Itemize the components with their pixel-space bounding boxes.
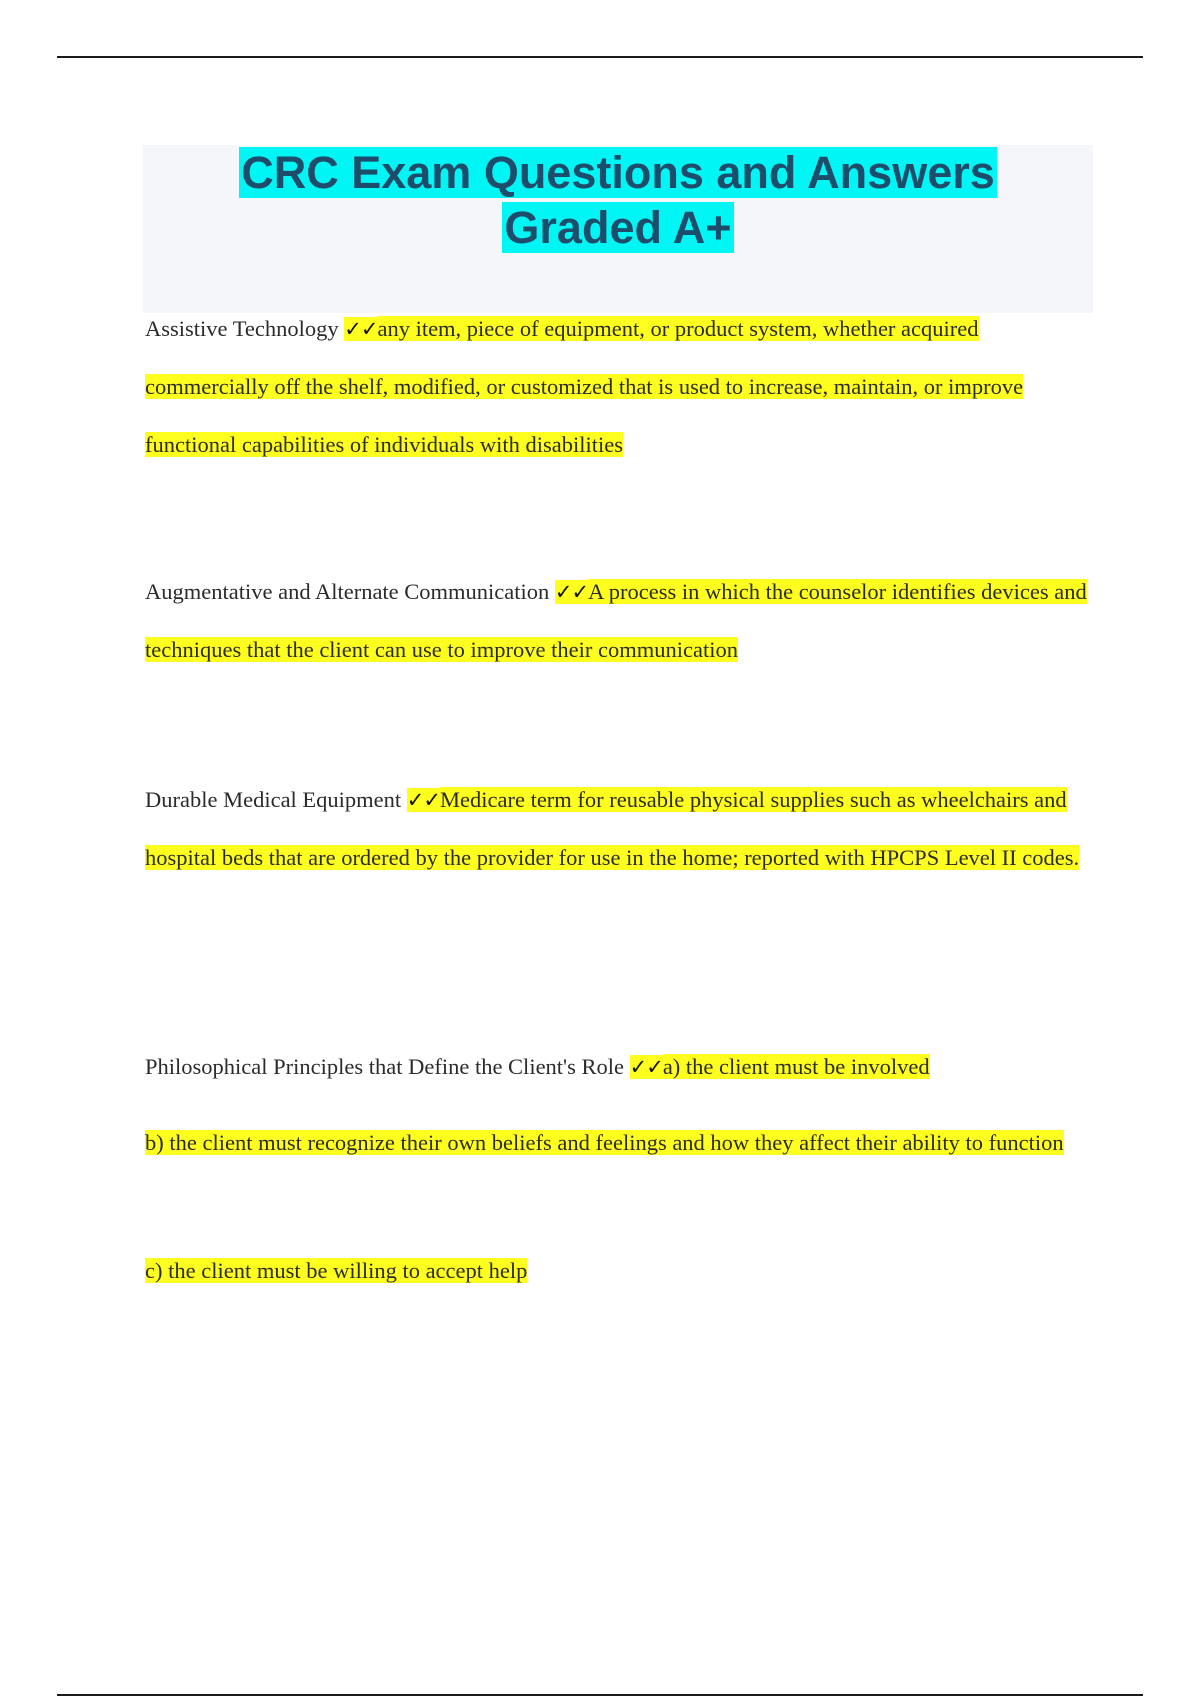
entry-definition: A process in which the counselor identifies devices and techniques that the client can use to improve their communication <box>145 579 1087 662</box>
entry-term: Philosophical Principles that Define the Client's Role <box>145 1054 624 1079</box>
entry-definition: a) the client must be involved <box>662 1054 930 1079</box>
principle-point-b <box>145 1115 1095 1171</box>
title-line-1: CRC Exam Questions and Answers <box>241 147 995 198</box>
principle-point-c <box>145 1243 1095 1299</box>
entry-philosophical-principles <box>145 1038 1095 1096</box>
top-rule <box>57 56 1143 58</box>
principle-text: b) the client must recognize their own beliefs and feelings and how they affect their ability to function <box>145 1130 1064 1155</box>
entry-definition: Medicare term for reusable physical supplies such as wheelchairs and hospital beds that are ordered by the provider for use in the home; reported with HPCPS Level II codes. <box>145 787 1080 870</box>
entry-augmentative-communication <box>145 563 1095 679</box>
double-check-icon: ✓✓ <box>406 788 440 812</box>
entry-durable-medical-equipment <box>145 771 1095 887</box>
document-title <box>143 145 1093 255</box>
entry-definition: any item, piece of equipment, or product system, whether acquired commercially off the shelf, modified, or customized that is used to increase, maintain, or improve functional capabilities of individuals with disabilities <box>145 316 1024 457</box>
double-check-icon: ✓✓ <box>344 317 378 341</box>
title-line-2: Graded A+ <box>504 202 732 253</box>
entry-term: Durable Medical Equipment <box>145 787 402 812</box>
double-check-icon: ✓✓ <box>554 580 589 604</box>
entry-term: Assistive Technology <box>145 316 339 341</box>
principle-text: c) the client must be willing to accept help <box>145 1258 528 1283</box>
double-check-icon: ✓✓ <box>629 1055 663 1079</box>
entry-term: Augmentative and Alternate Communication <box>145 579 550 604</box>
entry-assistive-technology <box>145 300 1095 474</box>
bottom-rule <box>57 1694 1143 1696</box>
